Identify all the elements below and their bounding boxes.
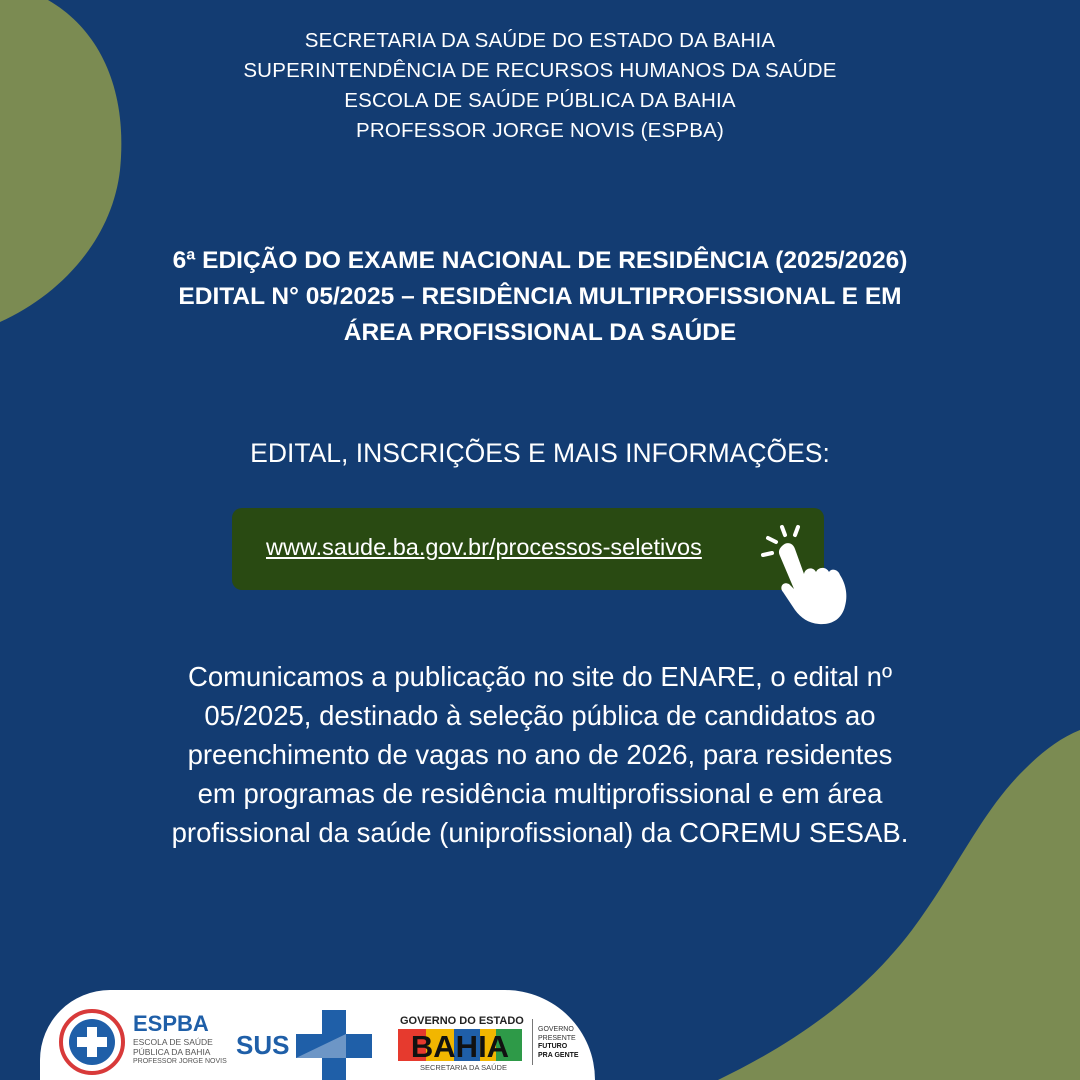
sus-cross-icon — [296, 1010, 372, 1080]
slogan-line: PRA GENTE — [538, 1051, 579, 1059]
link-box[interactable] — [232, 508, 824, 590]
pointer-hand-icon — [758, 522, 854, 628]
sus-name: SUS — [236, 1030, 290, 1060]
header-line: ESCOLA DE SAÚDE PÚBLICA DA BAHIA — [344, 89, 736, 112]
slogan-line: PRESENTE — [538, 1034, 576, 1042]
espba-logo — [58, 1005, 227, 1077]
espba-subtitle-line: ESCOLA DE SAÚDE — [133, 1037, 213, 1047]
espba-emblem-icon — [58, 1008, 126, 1076]
body-line: profissional da saúde (uniprofissional) da COREMU SESAB. — [171, 817, 909, 848]
title-line: ÁREA PROFISSIONAL DA SAÚDE — [343, 319, 737, 346]
slogan-line: GOVERNO — [538, 1026, 574, 1033]
announcement-body — [0, 657, 1080, 852]
slogan-line: FUTURO — [538, 1043, 568, 1050]
announcement-title — [0, 243, 1080, 351]
logo-divider — [532, 1019, 533, 1065]
body-line: em programas de residência multiprofissional e em área — [197, 778, 883, 809]
governo-estado-label: GOVERNO DO ESTADO — [400, 1015, 524, 1027]
website-link[interactable]: www.saude.ba.gov.br/processos-seletivos — [266, 534, 702, 560]
espba-subtitle-line: PROFESSOR JORGE NOVIS — [133, 1058, 227, 1065]
title-line: EDITAL N° 05/2025 – RESIDÊNCIA MULTIPROFISSIONAL E EM — [178, 283, 902, 310]
bahia-wordmark — [398, 1027, 522, 1063]
governo-slogan — [538, 1026, 579, 1060]
info-label: EDITAL, INSCRIÇÕES E MAIS INFORMAÇÕES: — [250, 438, 830, 468]
body-line: preenchimento de vagas no ano de 2026, para residentes — [187, 739, 893, 770]
institution-header — [0, 26, 1080, 146]
body-line: 05/2025, destinado à seleção pública de candidatos ao — [204, 700, 876, 731]
governo-bahia-logo — [398, 1015, 598, 1080]
body-line: Comunicamos a publicação no site do ENARE, o edital nº — [187, 661, 893, 692]
header-line: SUPERINTENDÊNCIA DE RECURSOS HUMANOS DA SAÚDE — [243, 59, 837, 82]
header-line: PROFESSOR JORGE NOVIS (ESPBA) — [355, 119, 725, 142]
secretaria-label: SECRETARIA DA SAÚDE — [420, 1063, 507, 1072]
title-line: 6ª EDIÇÃO DO EXAME NACIONAL DE RESIDÊNCIA (2025/2026) — [172, 247, 908, 274]
espba-name: ESPBA — [133, 1011, 209, 1036]
header-line: SECRETARIA DA SAÚDE DO ESTADO DA BAHIA — [304, 29, 776, 52]
espba-subtitle-line: PÚBLICA DA BAHIA — [133, 1047, 211, 1057]
espba-subtitle — [133, 1037, 227, 1067]
sus-logo — [236, 1010, 376, 1080]
bahia-word-text: BAHIA — [410, 1029, 510, 1063]
